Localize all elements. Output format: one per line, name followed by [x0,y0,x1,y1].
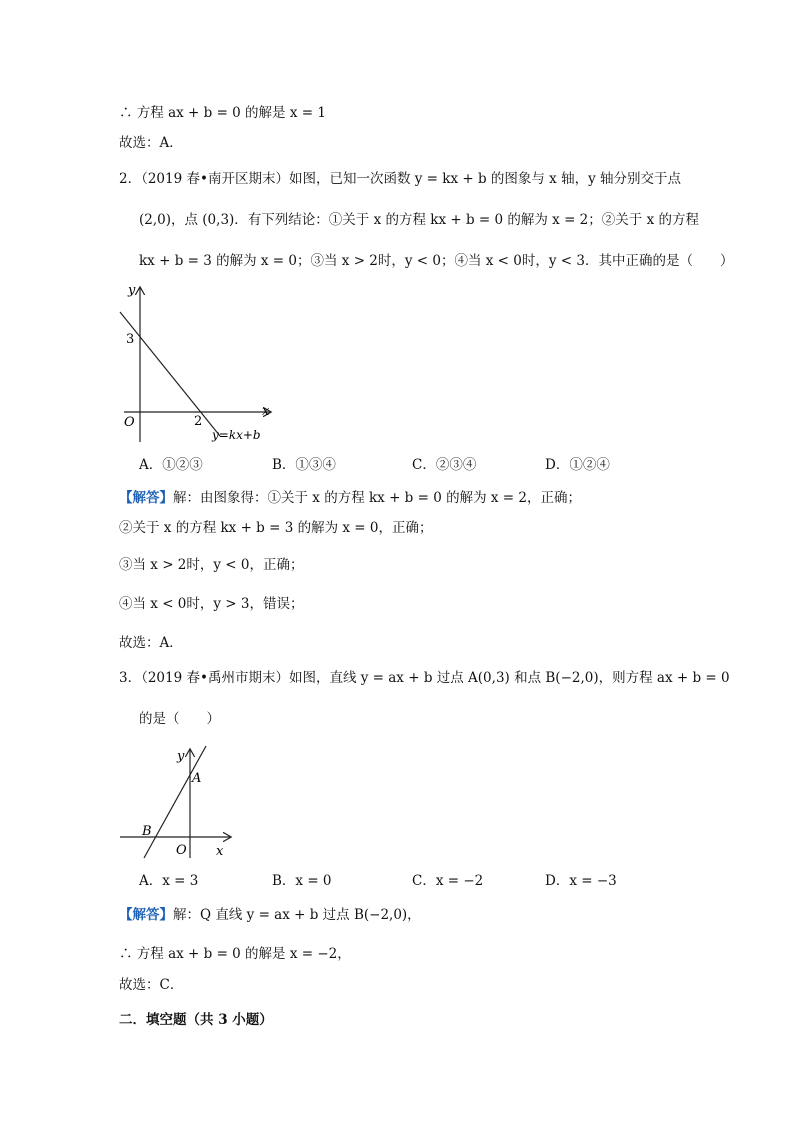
q3-function-line [144,746,206,858]
q3-option-b: B．x = 0 [272,873,332,889]
q2-stem-line2: (2,0)，点 (0,3)．有下列结论：①关于 x 的方程 kx + b = 0 的解为 x = 2；②关于 x 的方程 [139,212,699,228]
q1-conclusion: ∴ 方程 ax + b = 0 的解是 x = 1 [119,105,326,121]
q2-stem-line1: 2．（2019 春•南开区期末）如图，已知一次函数 y = kx + b 的图象与 x 轴，y 轴分别交于点 [119,171,681,187]
q3-graph-figure [112,742,242,862]
q1-choice: 故选：A． [119,135,183,151]
q3-answer-line2: ∴ 方程 ax + b = 0 的解是 x = −2， [119,946,351,962]
q3-stem-line2: 的是（ ） [139,711,220,727]
q2-option-d: D．①②④ [545,457,610,473]
q3-stem-line1: 3．（2019 春•禹州市期末）如图，直线 y = ax + b 过点 A(0,3) 和点 B(−2,0)，则方程 ax + b = 0 [119,670,730,686]
q3-point-b-label: B [142,824,152,839]
section-title: 二．填空题（共 3 小题） [119,1012,273,1028]
q3-answer-choice: 故选：C． [119,977,184,993]
q2-answer-tag: 【解答】 [119,490,173,506]
q2-answer-choice: 故选：A． [119,635,183,651]
q2-x-intercept-label: 2 [194,414,203,429]
q3-answer-text1: 解：Q 直线 y = ax + b 过点 B(−2,0)， [173,907,421,923]
q2-stem-line3: kx + b = 3 的解为 x = 0；③当 x > 2时，y < 0；④当 x < 0时，y < 3．其中正确的是（ ） [139,253,734,269]
q3-option-a: A．x = 3 [139,873,199,889]
q2-option-c: C．②③④ [412,457,477,473]
q2-origin-label: O [124,415,135,430]
q2-y-intercept-label: 3 [126,332,135,347]
q2-answer-line2: ②关于 x 的方程 kx + b = 3 的解为 x = 0，正确； [119,520,433,536]
q2-option-a: A．①②③ [139,457,203,473]
q2-option-b: B．①③④ [272,457,336,473]
q2-answer-text1: 解：由图象得：①关于 x 的方程 kx + b = 0 的解为 x = 2，正确； [173,490,581,506]
q3-x-axis-label: x [216,844,224,859]
q2-graph-figure [112,282,280,446]
q2-line-label: y=kx+b [212,428,261,442]
q2-answer-line3: ③当 x > 2时，y < 0，正确； [119,557,304,573]
q3-answer-line1 [119,905,421,925]
q3-origin-label: O [176,843,187,858]
q3-point-a-label: A [192,771,202,786]
q3-answer-tag: 【解答】 [119,907,173,923]
q2-y-axis-label: y [128,283,136,298]
q3-option-d: D．x = −3 [545,873,617,889]
q3-option-c: C．x = −2 [412,873,484,889]
q2-function-line [120,312,220,436]
q3-y-axis-label: y [177,749,185,764]
q2-answer-line1 [119,488,581,508]
q2-answer-line4: ④当 x < 0时，y > 3，错误； [119,596,304,612]
q2-x-axis-label: x [262,404,270,419]
